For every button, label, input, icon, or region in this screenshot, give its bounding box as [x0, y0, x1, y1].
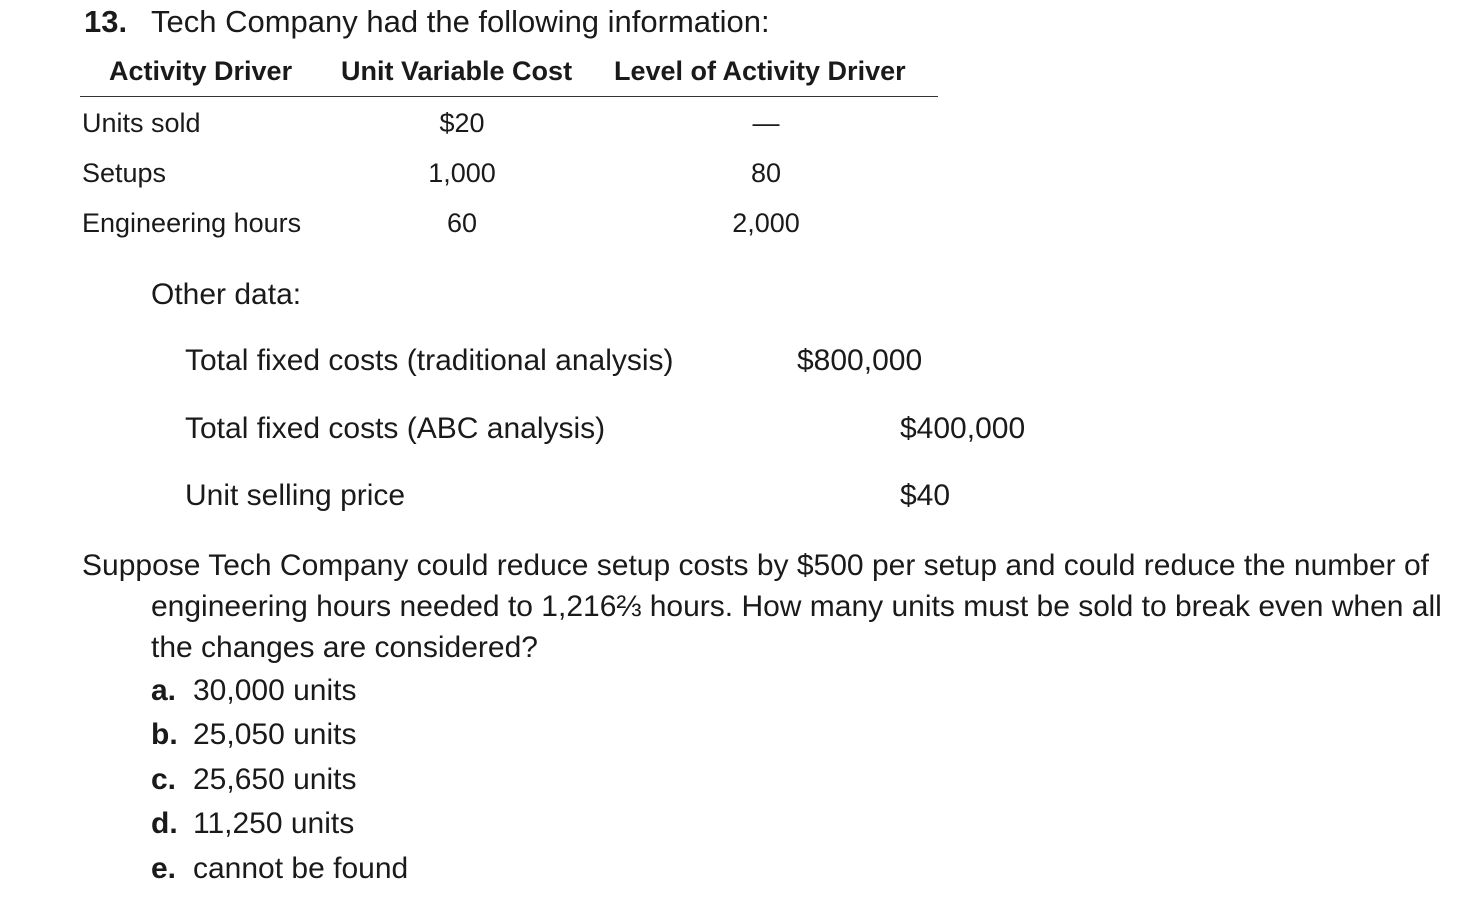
choice-b-letter: b. — [151, 718, 178, 751]
unit-selling-price-label: Unit selling price — [185, 479, 406, 512]
choice-a-letter: a. — [151, 674, 177, 707]
row-setups-cost: 1,000 — [428, 158, 496, 188]
choice-c-text: 25,650 units — [193, 763, 357, 796]
traditional-fixed-costs-label: Total fixed costs (traditional analysis) — [185, 344, 674, 377]
choice-b-text: 25,050 units — [193, 718, 357, 751]
choice-e-text: cannot be found — [193, 852, 409, 885]
choice-a — [151, 674, 356, 708]
choice-c — [151, 763, 356, 797]
row-engineering-hours-level: 2,000 — [732, 208, 800, 238]
row-engineering-hours-label: Engineering hours — [82, 208, 302, 238]
row-setups-level: 80 — [750, 158, 782, 188]
choice-c-letter: c. — [151, 763, 177, 796]
abc-fixed-costs-label: Total fixed costs (ABC analysis) — [185, 412, 606, 445]
traditional-fixed-costs-value: $800,000 — [797, 344, 923, 377]
choice-e — [151, 852, 408, 886]
choice-a-text: 30,000 units — [193, 674, 357, 707]
table-header-rule — [80, 96, 938, 97]
header-level-of-activity-driver: Level of Activity Driver — [614, 56, 906, 86]
question-number: 13. — [84, 4, 128, 39]
row-units-sold-cost: $20 — [439, 108, 485, 138]
other-data-title: Other data: — [151, 278, 302, 311]
header-activity-driver: Activity Driver — [109, 56, 293, 86]
row-engineering-hours-cost: 60 — [446, 208, 478, 238]
abc-fixed-costs-value: $400,000 — [900, 412, 1026, 445]
row-units-sold-label: Units sold — [82, 108, 201, 138]
choice-b — [151, 718, 356, 752]
question-title: Tech Company had the following information: — [151, 4, 770, 39]
row-units-sold-level: — — [752, 108, 780, 138]
unit-selling-price-value: $40 — [900, 479, 951, 512]
row-setups-label: Setups — [82, 158, 167, 188]
header-unit-variable-cost: Unit Variable Cost — [341, 56, 573, 86]
choice-d-letter: d. — [151, 807, 178, 840]
choice-d-text: 11,250 units — [193, 807, 355, 840]
choice-d — [151, 807, 354, 841]
choice-e-letter: e. — [151, 852, 177, 885]
question-text: Suppose Tech Company could reduce setup costs by $500 per setup and could reduce the number of engineering hours needed to 1,216⅔ hours. How many units must be sold to break even when all the changes are considered? — [82, 549, 1442, 664]
